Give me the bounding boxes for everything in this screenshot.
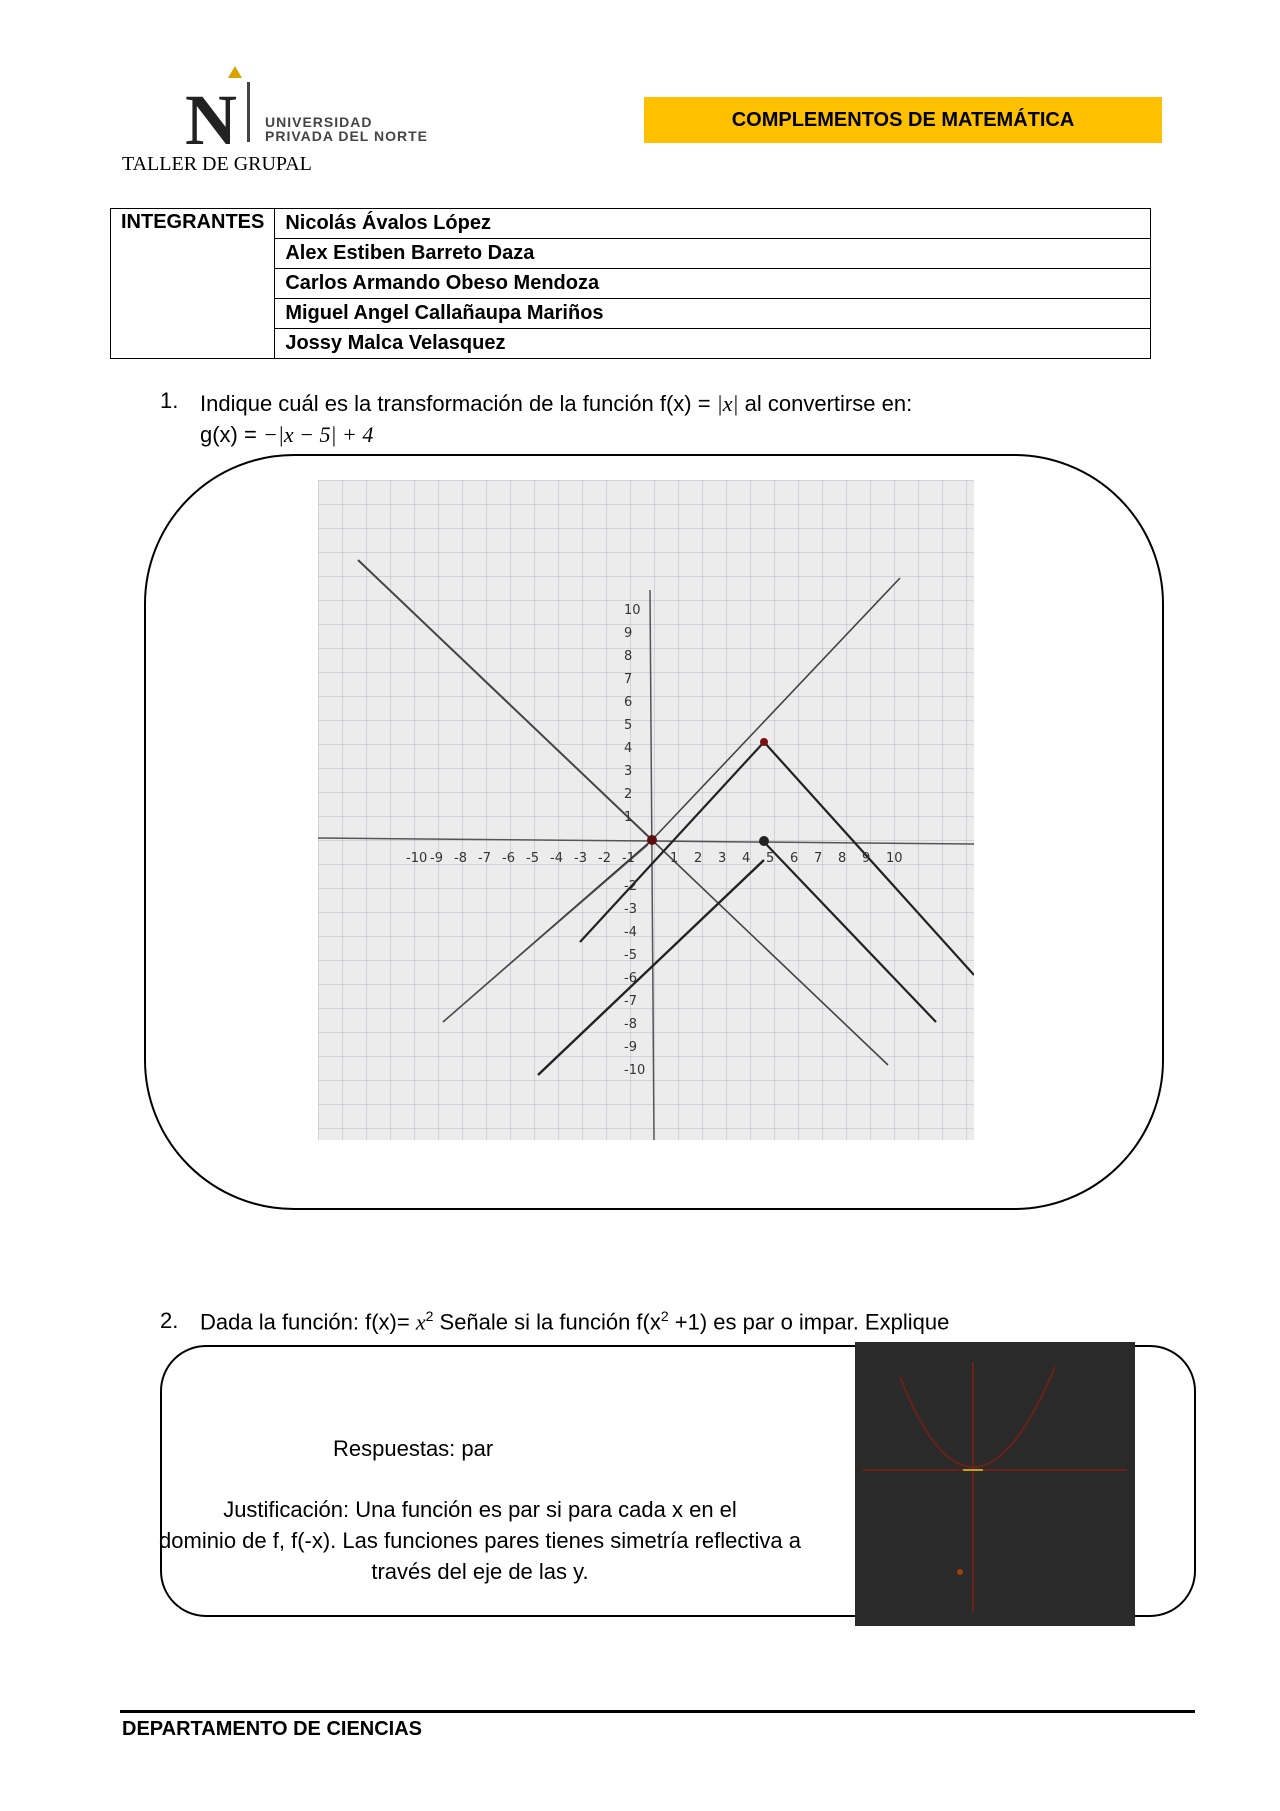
member-name: Carlos Armando Obeso Mendoza xyxy=(275,269,1151,299)
x-tick-label: 3 xyxy=(718,851,727,866)
y-tick-label: 9 xyxy=(624,626,633,641)
question2-trail: +1) es par o impar. Explique xyxy=(668,1309,950,1335)
parabola-graph-photo xyxy=(855,1342,1135,1626)
logo-text-line1: UNIVERSIDAD xyxy=(265,114,373,130)
x-tick-label: -7 xyxy=(478,851,491,866)
members-table xyxy=(110,208,1151,359)
workshop-title: TALLER DE GRUPAL xyxy=(122,153,312,175)
x-tick-label: -8 xyxy=(454,851,467,866)
x-tick-label: -3 xyxy=(574,851,587,866)
x-tick-label: 8 xyxy=(838,851,847,866)
mini-graph-bg xyxy=(855,1342,1135,1626)
y-tick-label: -4 xyxy=(624,925,637,940)
question1-gx: −|x − 5| + 4 xyxy=(262,422,374,447)
logo-divider xyxy=(247,82,250,142)
x-tick-label: -5 xyxy=(526,851,539,866)
y-tick-label: 10 xyxy=(624,603,641,618)
y-tick-label: -10 xyxy=(624,1063,646,1078)
member-name: Nicolás Ávalos López xyxy=(275,209,1151,239)
y-tick-label: 1 xyxy=(624,810,633,825)
x-tick-label: 10 xyxy=(886,851,903,866)
y-tick-label: 6 xyxy=(624,695,633,710)
question2-lead: Dada la función: f(x)= xyxy=(200,1309,416,1335)
y-tick-label: -8 xyxy=(624,1017,637,1032)
answer-text: Respuestas: par xyxy=(333,1436,494,1461)
question2-fx-base: x xyxy=(415,1309,426,1335)
question1-fx: |x| xyxy=(716,391,739,416)
x-tick-label: 7 xyxy=(814,851,823,866)
vertex-shift xyxy=(759,836,769,846)
y-tick-label: 4 xyxy=(624,741,633,756)
question1-text xyxy=(200,388,1100,450)
member-name: Alex Estiben Barreto Daza xyxy=(275,239,1151,269)
justification-line3: través del eje de las y. xyxy=(371,1559,589,1584)
x-tick-label: -10 xyxy=(406,851,428,866)
x-tick-label: -1 xyxy=(622,851,635,866)
y-tick-label: -7 xyxy=(624,994,637,1009)
graph-paper xyxy=(318,480,974,1140)
logo-letter: N xyxy=(185,80,237,160)
vertex-origin xyxy=(647,835,657,845)
y-tick-label: -5 xyxy=(624,948,637,963)
x-tick-label: 5 xyxy=(766,851,775,866)
x-tick-label: -4 xyxy=(550,851,563,866)
course-banner: COMPLEMENTOS DE MATEMÁTICA xyxy=(644,97,1162,143)
x-tick-label: -2 xyxy=(598,851,611,866)
y-tick-label: 8 xyxy=(624,649,633,664)
x-tick-label: -6 xyxy=(502,851,515,866)
x-tick-label: 9 xyxy=(862,851,871,866)
justification-line2: dominio de f, f(-x). Las funciones pares tienes simetría reflectiva a xyxy=(159,1528,801,1553)
university-logo xyxy=(185,62,485,160)
justification-line1: Justificación: Una función es par si para cada x en el xyxy=(223,1497,737,1522)
x-tick-label: 1 xyxy=(670,851,679,866)
y-tick-label: -2 xyxy=(624,879,637,894)
question1-trail: al convertirse en: xyxy=(738,391,913,416)
y-tick-label: -9 xyxy=(624,1040,637,1055)
justification-text xyxy=(130,1494,830,1587)
question1-number: 1. xyxy=(160,388,179,413)
footer-department: DEPARTAMENTO DE CIENCIAS xyxy=(122,1718,423,1740)
x-tick-label: 6 xyxy=(790,851,799,866)
question2-number: 2. xyxy=(160,1308,179,1333)
question1-lead: Indique cuál es la transformación de la función f(x) = xyxy=(200,391,717,416)
y-tick-label: 3 xyxy=(624,764,633,779)
logo-accent-icon xyxy=(228,66,242,78)
question2-fx-exp: 2 xyxy=(425,1308,434,1324)
x-tick-label: 2 xyxy=(694,851,703,866)
x-tick-label: 4 xyxy=(742,851,751,866)
member-name: Jossy Malca Velasquez xyxy=(275,329,1151,359)
question2-text xyxy=(200,1308,949,1335)
y-tick-label: 7 xyxy=(624,672,633,687)
x-tick-label: -9 xyxy=(430,851,443,866)
y-tick-label: -3 xyxy=(624,902,637,917)
y-tick-label: 2 xyxy=(624,787,633,802)
question2-arg-exp: 2 xyxy=(660,1308,669,1324)
vertex-gx xyxy=(760,738,768,746)
logo-text-line2: PRIVADA DEL NORTE xyxy=(265,128,428,144)
y-tick-label: -6 xyxy=(624,971,637,986)
question1-gx-label: g(x) = xyxy=(200,422,263,447)
footer-divider xyxy=(120,1710,1195,1713)
handdrawn-graph-photo xyxy=(318,480,974,1140)
question2-mid: Señale si la función f(x xyxy=(433,1309,661,1335)
y-tick-label: 5 xyxy=(624,718,633,733)
members-label: INTEGRANTES xyxy=(111,209,275,359)
member-name: Miguel Angel Callañaupa Mariños xyxy=(275,299,1151,329)
mini-point xyxy=(957,1569,963,1575)
